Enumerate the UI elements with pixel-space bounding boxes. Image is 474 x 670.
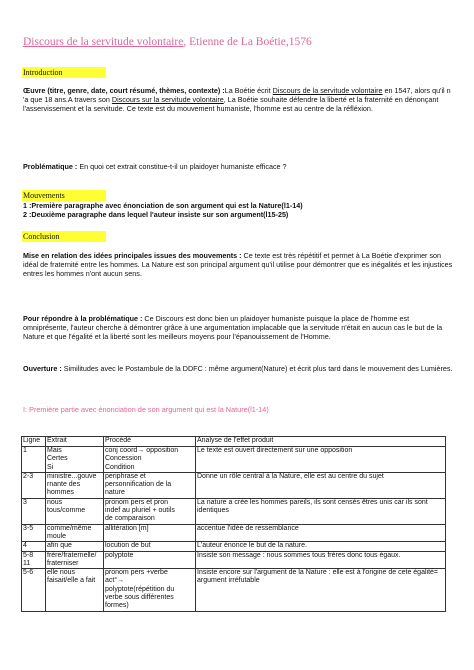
cell-ligne: 1 [22,447,46,473]
intro-text-3: , La Boétie souhaite défendre la liberté et la fraternité en dénonçant l'asservissement et la servitude. Ce texte est du mouvement humaniste, l'homme est au centre de la réfléxion. [23,95,439,114]
ouverture-label: Ouverture : [23,364,62,373]
problematique-paragraph [23,162,455,171]
section-mouvements: Mouvements [22,190,106,201]
mouvement-2: 2 :Deuxième paragraphe dans lequel l'auteur insiste sur son argument(l15-25) [23,210,289,220]
header-analyse: Analyse de l'effet produit [196,437,446,447]
table-row [22,542,446,551]
cell-procede: periphrase et personnification de la nature [104,472,196,498]
intro-link-2: Discours sur la servitude volontaire [111,95,224,105]
cell-ligne: 2-3 [22,472,46,498]
intro-label: Œuvre (titre, genre, date, court résumé, thèmes, contexte) : [23,86,225,95]
header-procede: Procédé [104,437,196,447]
cell-extrait: comme/même moule [46,524,104,542]
ouverture-paragraph [23,364,455,373]
conclusion-answer-label: Pour répondre à la problématique : [23,314,143,323]
table-row [22,524,446,542]
cell-analyse: Insiste encore sur l'argument de la Nature : elle est à l'origine de cete égalité= argument irréfutable [196,569,446,611]
mouvement-1: 1 :Première paragraphe avec énonciation de son argument qui est la Nature(l1-14) [23,201,303,210]
section-introduction: Introduction [22,67,106,78]
cell-analyse: L'auteur énonce le but de la nature. [196,542,446,551]
table-row [22,569,446,611]
cell-extrait: nous tous/comme [46,498,104,524]
cell-extrait: afin que [46,542,104,551]
ouverture-text: Similitudes avec le Postambule de la DDFC : même argument(Nature) et écrit plus tard dans le mouvement des Lumières. [61,364,453,373]
cell-procede: allitération [m] [104,524,196,542]
cell-analyse: La nature a crée les hommes pareils, ils sont censés êtres unis car ils sont identiques [196,498,446,524]
conclusion-answer-text: Ce Discours est donc bien un plaidoyer humaniste puisque la place de l'homme est omniprésente, l'auteur cherche à démontrer grâce à une argumentation implacable que la servitude n'était en aucun cas le but de la Nature et que l'égalité et la liberté sont les meilleurs moyens pour l'épanouissement de l'Homme. [23,314,443,342]
cell-procede: conj coord→ opposition Concession Condition [104,447,196,473]
intro-text-1: La Boétie écrit [224,86,273,95]
intro-text-2: en 1547, alors qu'il n 'a que 18 ans.A travers son [23,86,451,105]
cell-ligne: 3 [22,498,46,524]
header-ligne: Ligne [22,437,46,447]
table-row [22,472,446,498]
mouvements-list [23,201,455,219]
cell-analyse: Le texte est ouvert directement sur une opposition [196,447,446,473]
cell-extrait: elle nous faisait/elle a fait [46,569,104,611]
cell-procede: polyptote [104,551,196,569]
part-one-title: I: Première partie avec énonciation de son argument qui est la Nature(l1-14) [23,405,269,414]
analysis-table [21,436,446,612]
problematique-label: Problématique : [23,162,78,171]
table-header-row [22,437,446,447]
cell-ligne: 5-6 [22,569,46,611]
conclusion-ideas-paragraph [23,251,455,278]
conclusion-answer-paragraph [23,314,455,341]
title-work: Discours de la servitude volontaire [23,36,184,48]
conclusion-ideas-label: Mise en relation des idées principales issues des mouvements : [23,251,242,260]
conclusion-ideas-text: Ce texte est très répétitif et permet à La Boétie d'exprimer son idéal de fraternité entre les hommes. La Nature est son principal argument qu'il utilise pour démontrer que es inégalités et les injustices entres les hommes n'ont aucun sens. [23,251,453,279]
table-row [22,447,446,473]
cell-extrait: frère/fraternelle/ fraterniser [46,551,104,569]
cell-procede: pronom pers +verbe act°→ polyptote(répétition du verbe sous différentes formes) [104,569,196,611]
section-conclusion: Conclusion [22,231,106,242]
title-author: , Etienne de La Boétie,1576 [183,36,312,48]
header-extrait: Extrait [46,437,104,447]
table-row [22,551,446,569]
table-row [22,498,446,524]
problematique-text: En quoi cet extrait constitue-t-il un plaidoyer humaniste efficace ? [77,162,287,171]
cell-ligne: 3-5 [22,524,46,542]
cell-ligne: 4 [22,542,46,551]
cell-extrait: ministre...gouve rnante des hommes [46,472,104,498]
cell-procede: pronom pers et pron indef au pluriel + outils de comparaison [104,498,196,524]
cell-procede: locution de but [104,542,196,551]
cell-analyse: Donne un rôle central à la Nature, elle est au centre du sujet [196,472,446,498]
cell-extrait: Mais Certes Si [46,447,104,473]
cell-ligne: 5-8 11 [22,551,46,569]
intro-paragraph [23,86,455,113]
cell-analyse: Insiste son message : nous sommes tous frères donc tous égaux. [196,551,446,569]
intro-link-1: Discours de la servitude volontaire [272,86,383,95]
document-title [23,36,312,48]
cell-analyse: accentue l'idée de ressemblance [196,524,446,542]
